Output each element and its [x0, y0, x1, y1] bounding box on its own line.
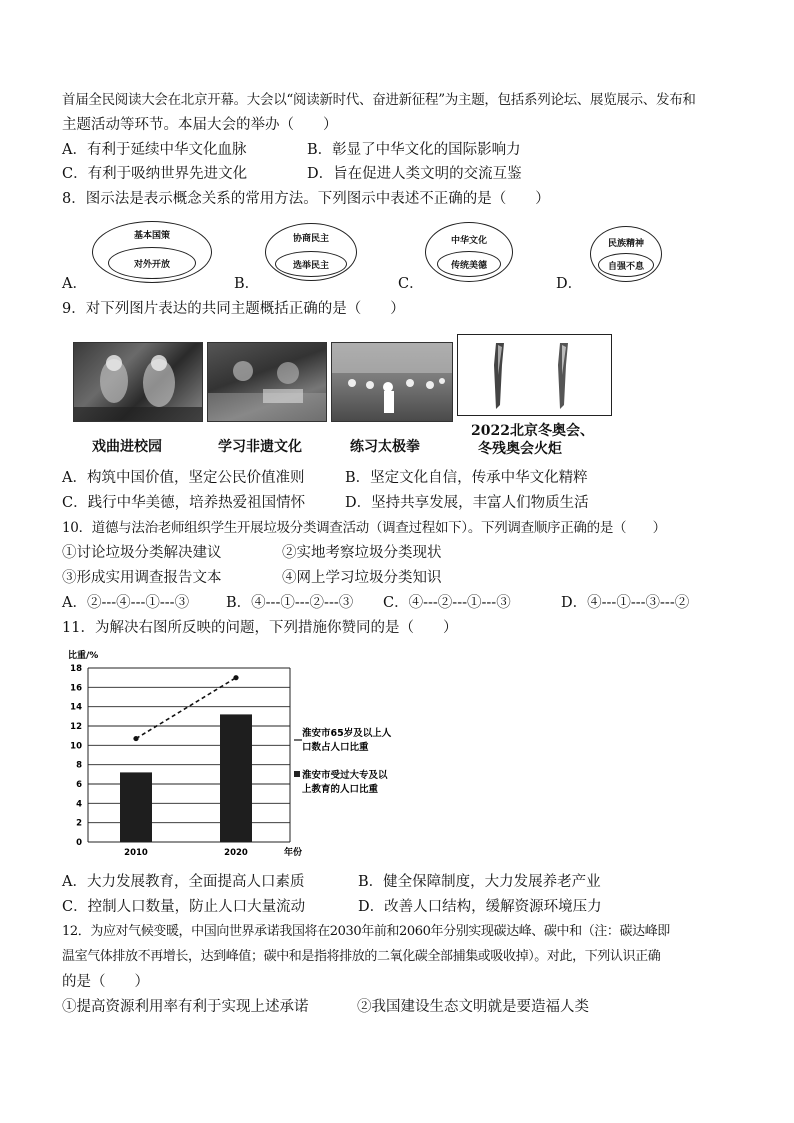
- caption-torch-2: 冬残奥会火炬: [478, 441, 562, 457]
- q10-option-b: B．④---①---②---③: [226, 595, 354, 611]
- q7-option-a: A．有利于延续中华文化血脉: [62, 142, 247, 158]
- legend-bar-marker: [294, 771, 300, 777]
- inner-ellipse: [275, 251, 347, 277]
- q8-label-b: B．: [234, 276, 260, 292]
- legend-line-label-1: 淮安市65岁及以上人: [302, 728, 392, 739]
- q8-label-d: D．: [556, 276, 583, 292]
- line-point-2020: [233, 675, 238, 680]
- q10-option-c: C．④---②---①---③: [383, 595, 511, 611]
- q7-option-c: C．有利于吸纳世界先进文化: [62, 166, 248, 182]
- photo-taiji-practice: [331, 342, 453, 422]
- q10-option-d: D．④---①---③---②: [561, 595, 690, 611]
- legend-bar-label-2: 上教育的人口比重: [302, 784, 379, 795]
- q11-option-b: B．健全保障制度，大力发展养老产业: [358, 874, 601, 890]
- inner-ellipse: [437, 251, 501, 277]
- q10-step-4: ④网上学习垃圾分类知识: [282, 570, 442, 586]
- y-axis-label: 比重/%: [68, 651, 99, 661]
- q11-option-c: C．控制人口数量，防止人口大量流动: [62, 899, 306, 915]
- y-tick-label: 14: [70, 702, 82, 713]
- y-tick-label: 16: [70, 683, 82, 694]
- outer-label: 协商民主: [292, 234, 329, 244]
- outer-label: 基本国策: [133, 231, 170, 241]
- y-tick-label: 18: [70, 664, 82, 674]
- caption-opera: 戏曲进校园: [92, 439, 162, 455]
- q12-stem-line1: 12．为应对气候变暖，中国向世界承诺我国将在2030年前和2060年分别实现碳达峰、碳中和（注：碳达峰即: [62, 924, 670, 939]
- q9-option-c: C．践行中华美德，培养热爱祖国情怀: [62, 495, 306, 511]
- q9-stem: 9．对下列图片表达的共同主题概括正确的是（ ）: [62, 301, 405, 317]
- q8-label-a: A．: [62, 276, 87, 292]
- q12-stem-line3: 的是（ ）: [62, 974, 149, 990]
- q10-step-2: ②实地考察垃圾分类现状: [282, 545, 442, 561]
- q9-option-b: B．坚定文化自信，传承中华文化精粹: [345, 470, 588, 486]
- torch-icon: [458, 335, 612, 416]
- y-tick-label: 6: [76, 780, 82, 790]
- q10-step-3: ③形成实用调查报告文本: [62, 570, 222, 586]
- q11-option-d: D．改善人口结构，缓解资源环境压力: [358, 899, 602, 915]
- outer-label: 民族精神: [607, 239, 644, 249]
- opera-figures-image: [74, 343, 203, 422]
- heritage-study-image: [208, 343, 327, 422]
- q11-stem: 11．为解决右图所反映的问题，下列措施你赞同的是（ ）: [62, 620, 458, 636]
- outer-label: 中华文化: [450, 236, 487, 246]
- q8-diagram-d: [590, 226, 662, 282]
- q10-option-a: A．②---④---①---③: [62, 595, 190, 611]
- y-tick-label: 8: [76, 760, 82, 771]
- bar-2010: [120, 772, 152, 842]
- q12-item-1: ①提高资源利用率有利于实现上述承诺: [62, 999, 309, 1015]
- legend-line-label-2: 口数占人口比重: [302, 742, 369, 753]
- population-chart: [62, 646, 402, 860]
- q7-stem-line2: 主题活动等环节。本届大会的举办（ ）: [62, 117, 338, 133]
- q9-option-a: A．构筑中国价值，坚定公民价值准则: [62, 470, 305, 486]
- q8-label-c: C．: [398, 276, 424, 292]
- q7-option-d: D．旨在促进人类文明的交流互鉴: [307, 166, 522, 182]
- photo-intangible-heritage: [207, 342, 327, 422]
- line-point-2010: [133, 736, 138, 741]
- legend-bar-label-1: 淮安市受过大专及以: [302, 770, 388, 781]
- inner-label: 选举民主: [292, 261, 329, 271]
- q12-item-2: ②我国建设生态文明就是要造福人类: [357, 999, 589, 1015]
- inner-ellipse: [108, 247, 196, 279]
- q7-option-b: B．彰显了中华文化的国际影响力: [307, 142, 521, 158]
- inner-label: 自强不息: [607, 262, 644, 272]
- y-tick-label: 2: [76, 818, 82, 829]
- bar-2020: [220, 714, 252, 842]
- y-tick-label: 12: [70, 722, 82, 732]
- caption-torch-1: 2022北京冬奥会、: [471, 423, 594, 439]
- inner-label: 传统美德: [450, 261, 487, 271]
- q8-diagram-b: [265, 223, 357, 281]
- q11-option-a: A．大力发展教育，全面提高人口素质: [62, 874, 305, 890]
- caption-taiji: 练习太极拳: [350, 439, 420, 455]
- x-tick-label: 2020: [224, 848, 248, 858]
- q12-stem-line2: 温室气体排放不再增长，达到峰值；碳中和是指将排放的二氧化碳全部捕集或吸收掉）。对此，下列认识正确: [62, 949, 661, 964]
- x-axis-label: 年份: [284, 848, 303, 858]
- q7-stem-line1: 首届全民阅读大会在北京开幕。大会以“阅读新时代、奋进新征程”为主题，包括系列论坛、展览展示、发布和: [62, 92, 696, 108]
- caption-heritage: 学习非遗文化: [218, 439, 302, 455]
- y-tick-label: 10: [70, 741, 82, 752]
- inner-label: 对外开放: [133, 260, 170, 270]
- q10-stem: 10．道德与法治老师组织学生开展垃圾分类调查活动（调查过程如下）。下列调查顺序正确的是（ ）: [62, 520, 666, 536]
- x-tick-label: 2010: [124, 848, 148, 858]
- q8-stem: 8．图示法是表示概念关系的常用方法。下列图示中表述不正确的是（ ）: [62, 191, 550, 207]
- photo-olympic-torches: [457, 334, 612, 416]
- inner-ellipse: [598, 253, 654, 277]
- y-tick-label: 0: [76, 838, 82, 848]
- q8-diagram-c: [425, 222, 513, 282]
- gridlines: [88, 668, 290, 842]
- photo-opera-in-school: [73, 342, 203, 422]
- x-categories: [124, 848, 248, 858]
- y-tick-label: 4: [76, 799, 82, 810]
- q10-step-1: ①讨论垃圾分类解决建议: [62, 545, 222, 561]
- y-ticks: [70, 664, 82, 848]
- q9-option-d: D．坚持共享发展，丰富人们物质生活: [345, 495, 589, 511]
- q8-diagram-a: [92, 221, 212, 283]
- taiji-crowd-image: [332, 343, 453, 422]
